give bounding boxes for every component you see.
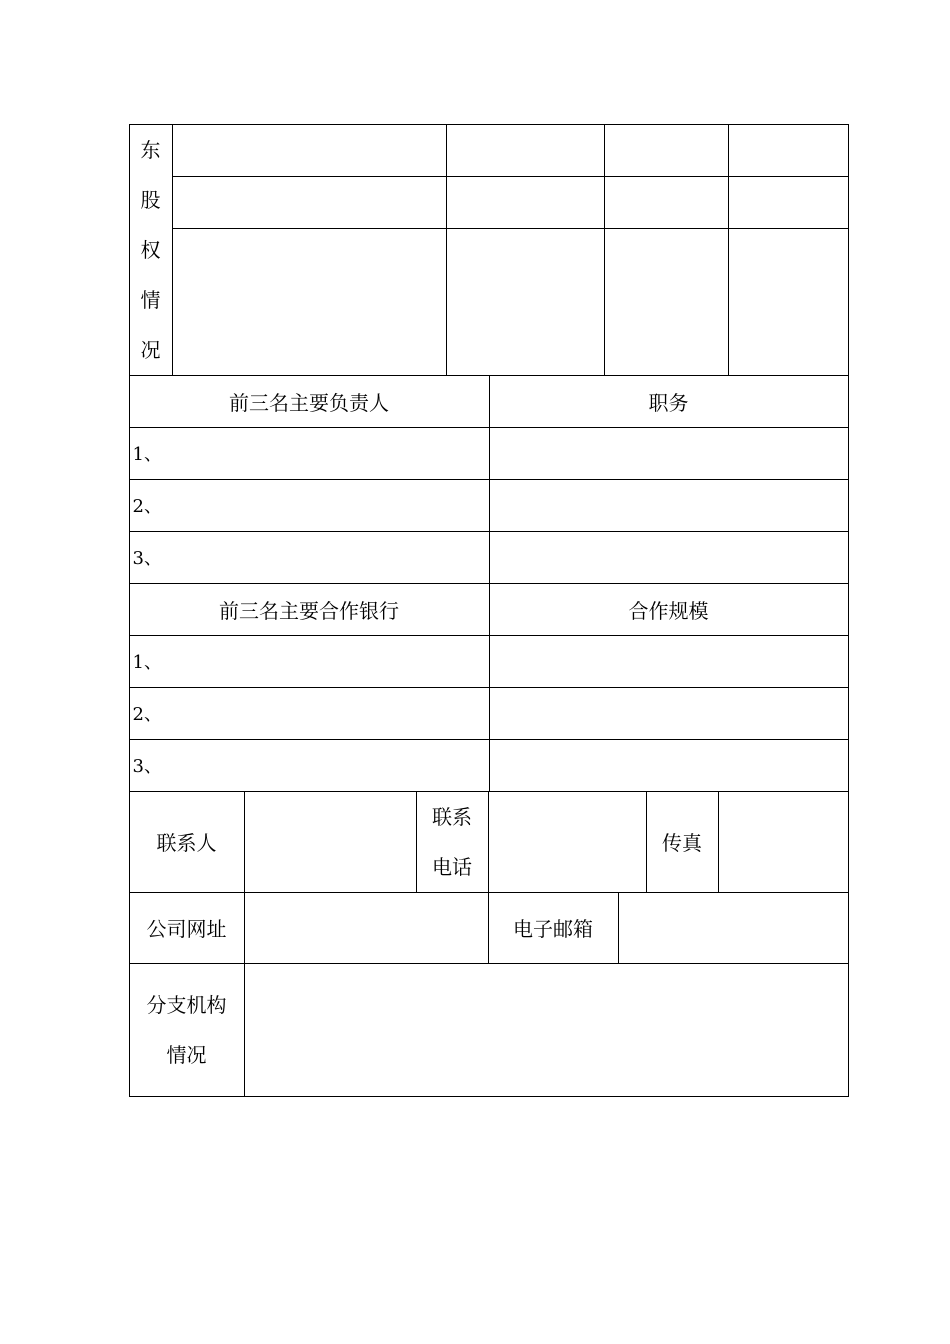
principals-header-name: 前三名主要负责人 [129,375,490,428]
branches-label-line2: 情况 [166,1042,207,1067]
principal-position-cell[interactable] [489,479,849,532]
contact-person-field[interactable] [244,791,417,893]
fax-label: 传真 [646,791,719,893]
shareholder-col3-cell[interactable] [604,176,729,229]
branches-field[interactable] [244,963,849,1097]
shareholder-col2-cell[interactable] [446,228,605,376]
shareholder-name-cell[interactable] [172,228,447,376]
shareholder-label-char: 况 [140,337,161,362]
shareholder-label-char: 情 [140,287,161,312]
bank-scale-cell[interactable] [489,739,849,792]
website-field[interactable] [244,892,489,964]
shareholder-name-cell[interactable] [172,176,447,229]
principal-row-number[interactable]: 2、 [129,479,490,532]
shareholder-label-char: 东 [140,137,161,162]
contact-phone-label-line1: 联系 [432,804,472,829]
shareholder-col4-cell[interactable] [728,228,849,376]
banks-header-name: 前三名主要合作银行 [129,583,490,636]
contact-phone-label-line2: 电话 [432,854,472,879]
branches-label [129,963,245,1097]
bank-row-number[interactable]: 2、 [129,687,490,740]
principal-position-cell[interactable] [489,531,849,584]
shareholder-col2-cell[interactable] [446,124,605,177]
email-field[interactable] [618,892,849,964]
contact-phone-field[interactable] [488,791,647,893]
contact-person-label: 联系人 [129,791,245,893]
bank-row-number[interactable]: 3、 [129,739,490,792]
bank-scale-cell[interactable] [489,635,849,688]
banks-header-scale: 合作规模 [489,583,849,636]
registration-form-table [129,124,849,1097]
shareholder-label-cell [129,124,173,376]
principal-row-number[interactable]: 3、 [129,531,490,584]
principal-row-number[interactable]: 1、 [129,427,490,480]
shareholder-label-char: 股 [140,187,161,212]
shareholder-col3-cell[interactable] [604,124,729,177]
email-label: 电子邮箱 [488,892,619,964]
shareholder-col4-cell[interactable] [728,176,849,229]
bank-row-number[interactable]: 1、 [129,635,490,688]
bank-scale-cell[interactable] [489,687,849,740]
shareholder-label-char: 权 [140,237,161,262]
branches-label-line1: 分支机构 [146,992,227,1017]
shareholder-col4-cell[interactable] [728,124,849,177]
shareholder-col2-cell[interactable] [446,176,605,229]
principals-header-position: 职务 [489,375,849,428]
website-label: 公司网址 [129,892,245,964]
principal-position-cell[interactable] [489,427,849,480]
fax-field[interactable] [718,791,849,893]
shareholder-col3-cell[interactable] [604,228,729,376]
contact-phone-label [416,791,489,893]
shareholder-name-cell[interactable] [172,124,447,177]
